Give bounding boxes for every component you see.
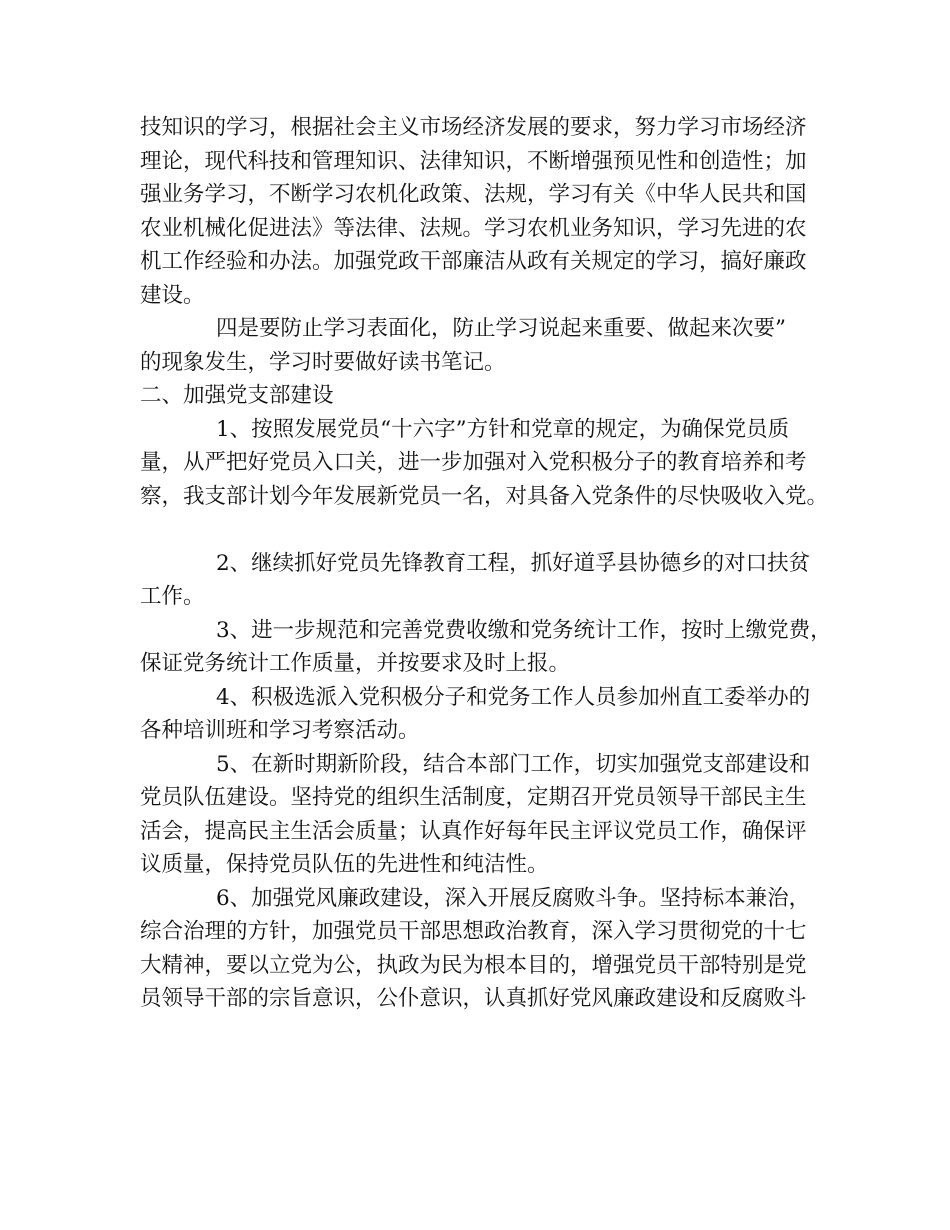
text-line: 活会，提高民主生活会质量；认真作好每年民主评议党员工作，确保评 [140, 818, 807, 844]
text-line: 各种培训班和学习考察活动。 [140, 718, 420, 743]
paragraph-start-line: 3、进一步规范和完善党费收缴和党务统计工作，按时上缴党费， [216, 617, 832, 643]
text-line: 工作。 [140, 584, 205, 609]
text-line: 强业务学习，不断学习农机化政策、法规，学习有关《中华人民共和国 [140, 182, 807, 207]
paragraph-start-line: 4、积极选派入党积极分子和党务工作人员参加州直工委举办的 [216, 684, 811, 710]
text-line: 综合治理的方针，加强党员干部思想政治教育，深入学习贯彻党的十七 [140, 919, 807, 944]
text-line: 保证党务统计工作质量，并按要求及时上报。 [140, 651, 571, 676]
blank-line [140, 513, 830, 547]
text-line: 机工作经验和办法。加强党政干部廉洁从政有关规定的学习，搞好廉政 [140, 249, 807, 274]
section-heading: 二、加强党支部建设 [140, 383, 334, 408]
document-body [140, 111, 830, 1016]
text-line: 党员队伍建设。坚持党的组织生活制度，定期召开党员领导干部民主生 [140, 785, 807, 810]
text-line: 察，我支部计划今年发展新党员一名，对具备入党条件的尽快吸收入党。 [140, 483, 829, 509]
text-line: 建设。 [140, 282, 205, 308]
text-line: 大精神，要以立党为公，执政为民为根本目的，增强党员干部特别是党 [140, 952, 807, 978]
paragraph-start-line: 5、在新时期新阶段，结合本部门工作，切实加强党支部建设和 [216, 751, 811, 777]
paragraph-start-line: 6、加强党风廉政建设，深入开展反腐败斗争。坚持标本兼治， [216, 885, 811, 911]
paragraph-start-line: 1、按照发展党员“十六字”方针和党章的规定，为确保党员质 [216, 416, 790, 442]
text-line: 的现象发生，学习时要做好读书笔记。 [140, 349, 506, 375]
text-line: 技知识的学习，根据社会主义市场经济发展的要求，努力学习市场经济 [140, 115, 807, 140]
text-line: 议质量，保持党员队伍的先进性和纯洁性。 [140, 852, 549, 877]
paragraph-start-line: 四是要防止学习表面化，防止学习说起来重要、做起来次要” [216, 316, 786, 341]
text-line: 员领导干部的宗旨意识，公仆意识，认真抓好党风廉政建设和反腐败斗 [140, 986, 807, 1011]
text-line: 农业机械化促进法》等法律、法规。学习农机业务知识，学习先进的农 [140, 215, 807, 241]
paragraph-start-line: 2、继续抓好党员先锋教育工程，抓好道孚县协德乡的对口扶贫 [216, 550, 811, 576]
text-line: 理论，现代科技和管理知识、法律知识，不断增强预见性和创造性；加 [140, 148, 807, 174]
text-line: 量，从严把好党员入口关，进一步加强对入党积极分子的教育培养和考 [140, 450, 807, 475]
